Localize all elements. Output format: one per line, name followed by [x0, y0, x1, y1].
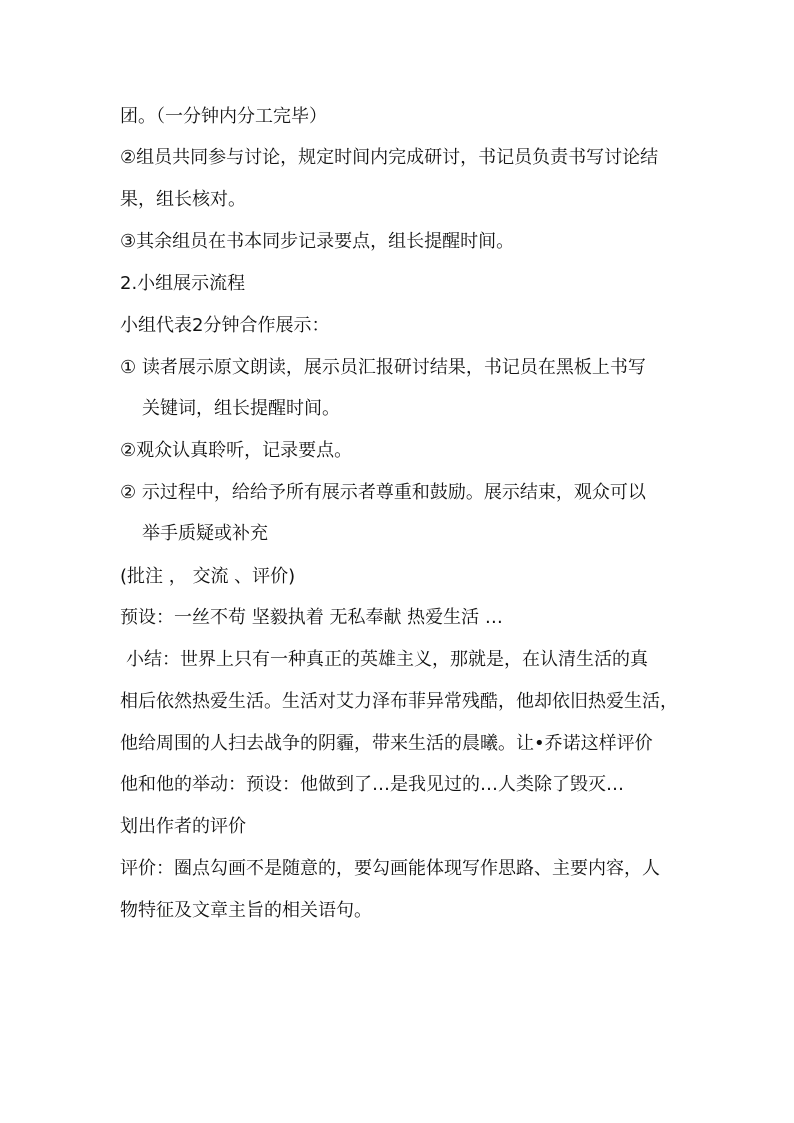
text-line: ② 示过程中，给给予所有展示者尊重和鼓励。展示结束，观众可以: [120, 482, 646, 503]
section-heading: 2.小组展示流程: [120, 273, 246, 294]
text-line: 相后依然热爱生活。生活对艾力泽布菲异常残酷，他却依旧热爱生活，: [120, 691, 678, 712]
text-line: 预设：一丝不苟 坚毅执着 无私奉献 热爱生活 …: [120, 607, 503, 628]
text-line: ③其余组员在书本同步记录要点，组长提醒时间。: [120, 231, 515, 252]
text-line: (批注 ， 交流 、评价): [120, 566, 296, 587]
summary-paragraph: 小结：世界上只有一种真正的英雄主义，那就是，在认清生活的真: [126, 649, 648, 670]
text-line: 团。（一分钟内分工完毕）: [120, 106, 327, 127]
text-line: 评价：圈点勾画不是随意的，要勾画能体现写作思路、主要内容，人: [120, 858, 660, 879]
text-line: 举手质疑或补充: [142, 523, 268, 544]
text-line: 划出作者的评价: [120, 816, 246, 837]
text-line: 果，组长核对。: [120, 189, 246, 210]
text-line: ②观众认真聆听，记录要点。: [120, 440, 353, 461]
text-line: 他给周围的人扫去战争的阴霾，带来生活的晨曦。让•乔诺这样评价: [120, 733, 653, 754]
text-line: 他和他的举动：预设：他做到了…是我见过的…人类除了毁灭…: [120, 774, 624, 795]
text-line: 小组代表2分钟合作展示：: [120, 315, 330, 336]
text-line: ②组员共同参与讨论，规定时间内完成研讨，书记员负责书写讨论结: [120, 147, 659, 168]
text-line: ① 读者展示原文朗读，展示员汇报研讨结果，书记员在黑板上书写: [120, 357, 646, 378]
text-line: 关键词，组长提醒时间。: [142, 398, 340, 419]
text-line: 物特征及文章主旨的相关语句。: [120, 900, 372, 921]
